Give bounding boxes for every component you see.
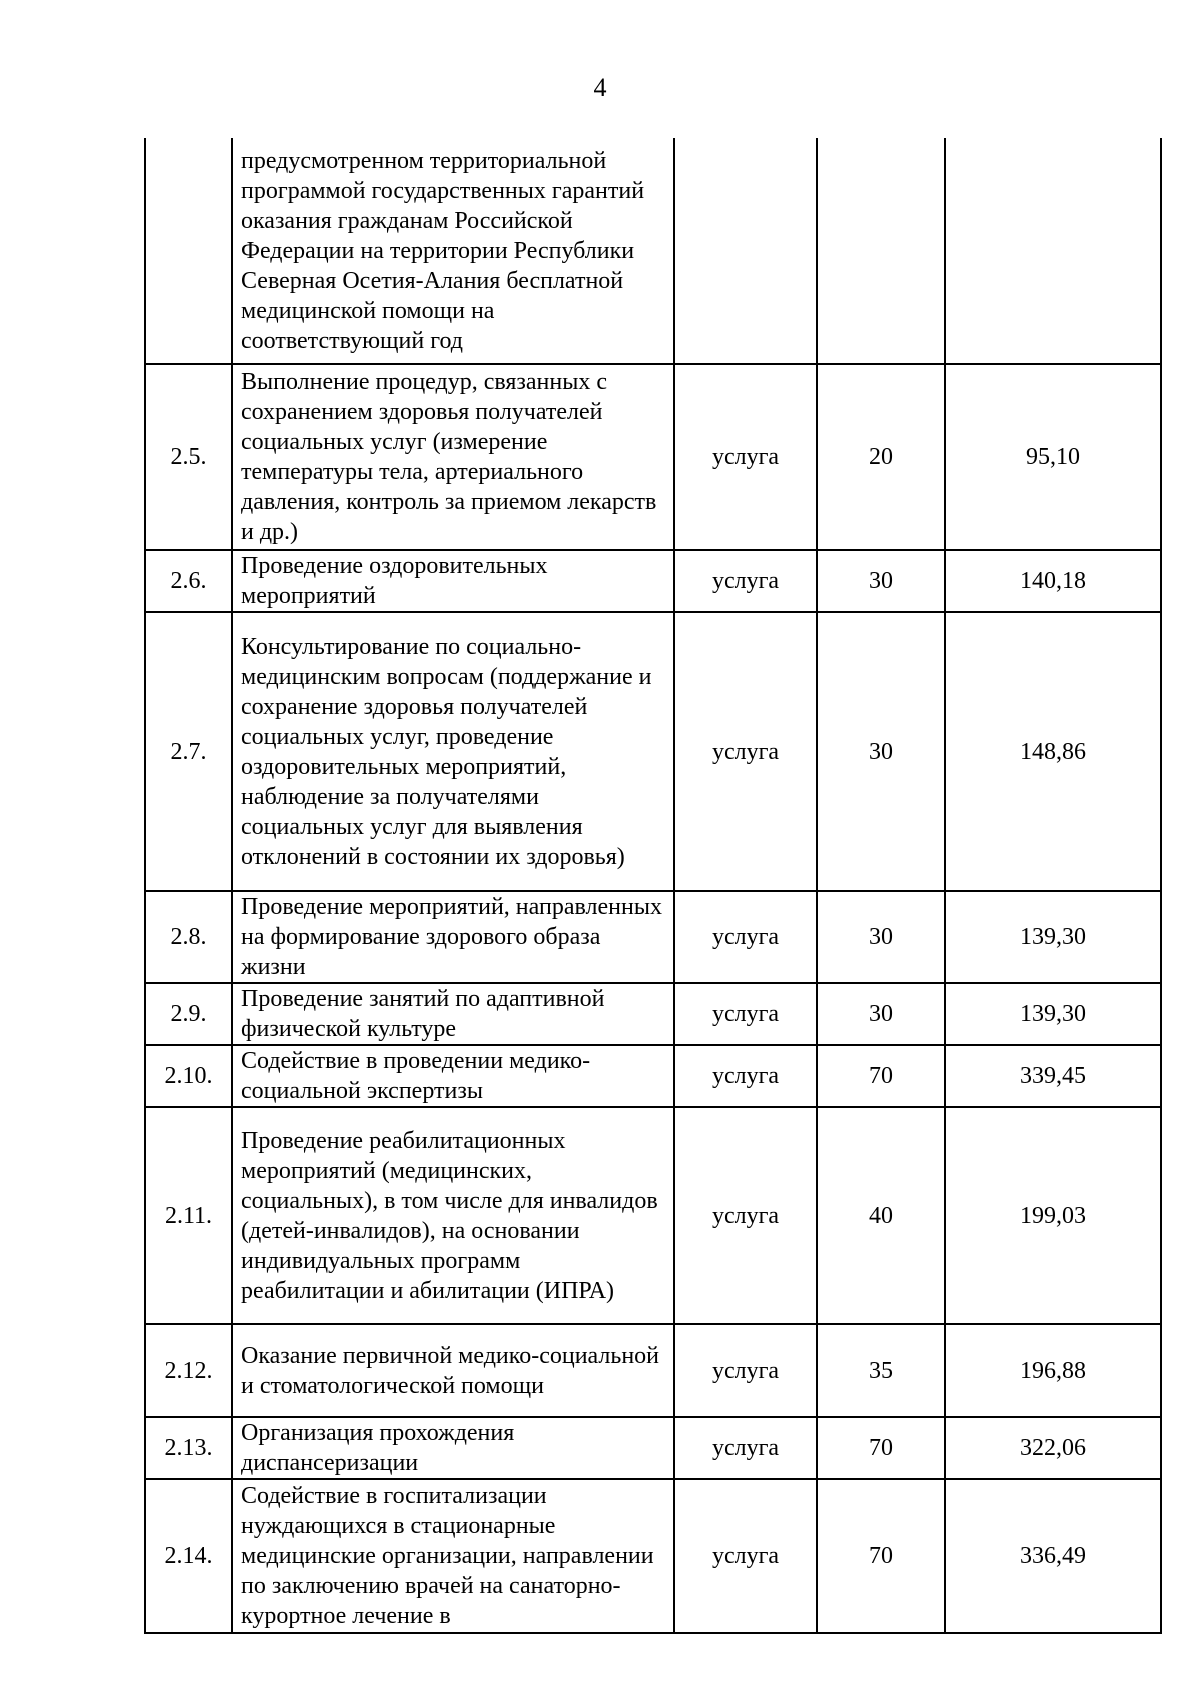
service-unit — [674, 138, 817, 364]
service-name: Проведение реабилитационных мероприятий (медицинских, социальных), в том числе для инвалидов (детей-инвалидов), на основании индивидуальных программ реабилитации и абилитации (ИПРА) — [232, 1107, 674, 1324]
service-name: Оказание первичной медико-социальной и стоматологической помощи — [232, 1324, 674, 1417]
service-time-norm: 40 — [817, 1107, 945, 1324]
row-number: 2.11. — [145, 1107, 232, 1324]
service-unit: услуга — [674, 612, 817, 891]
table-row — [145, 1107, 1161, 1324]
row-number: 2.9. — [145, 983, 232, 1045]
service-time-norm: 30 — [817, 891, 945, 983]
service-time-norm: 70 — [817, 1045, 945, 1107]
service-time-norm: 70 — [817, 1479, 945, 1633]
table-row — [145, 1324, 1161, 1417]
service-name: Проведение мероприятий, направленных на формирование здорового образа жизни — [232, 891, 674, 983]
service-price: 139,30 — [945, 891, 1161, 983]
table-row — [145, 983, 1161, 1045]
service-price: 196,88 — [945, 1324, 1161, 1417]
row-number: 2.7. — [145, 612, 232, 891]
services-table — [144, 138, 1162, 1634]
page-number: 4 — [593, 73, 607, 102]
service-price: 140,18 — [945, 550, 1161, 612]
service-name: Организация прохождения диспансеризации — [232, 1417, 674, 1479]
service-price: 139,30 — [945, 983, 1161, 1045]
row-number: 2.10. — [145, 1045, 232, 1107]
service-unit: услуга — [674, 1045, 817, 1107]
service-time-norm: 70 — [817, 1417, 945, 1479]
service-time-norm: 35 — [817, 1324, 945, 1417]
service-price: 95,10 — [945, 364, 1161, 550]
service-name: Проведение занятий по адаптивной физической культуре — [232, 983, 674, 1045]
service-unit: услуга — [674, 364, 817, 550]
table-row — [145, 891, 1161, 983]
service-time-norm: 30 — [817, 550, 945, 612]
table-row — [145, 1479, 1161, 1633]
service-name: Выполнение процедур, связанных с сохранением здоровья получателей социальных услуг (измерение температуры тела, артериального давления, контроль за приемом лекарств и др.) — [232, 364, 674, 550]
service-time-norm — [817, 138, 945, 364]
row-number — [145, 138, 232, 364]
row-number: 2.8. — [145, 891, 232, 983]
service-name: Консультирование по социально-медицинским вопросам (поддержание и сохранение здоровья получателей социальных услуг, проведение оздоровительных мероприятий, наблюдение за получателями социальных услуг для выявления отклонений в состоянии их здоровья) — [232, 612, 674, 891]
service-time-norm: 30 — [817, 612, 945, 891]
service-unit: услуга — [674, 983, 817, 1045]
service-unit: услуга — [674, 550, 817, 612]
service-unit: услуга — [674, 1417, 817, 1479]
service-time-norm: 30 — [817, 983, 945, 1045]
table-row — [145, 138, 1161, 364]
service-name: Проведение оздоровительных мероприятий — [232, 550, 674, 612]
row-number: 2.14. — [145, 1479, 232, 1633]
service-unit: услуга — [674, 891, 817, 983]
service-name: предусмотренном территориальной программой государственных гарантий оказания гражданам Российской Федерации на территории Республики Северная Осетия-Алания бесплатной медицинской помощи на соответствующий год — [232, 138, 674, 364]
service-price: 336,49 — [945, 1479, 1161, 1633]
row-number: 2.13. — [145, 1417, 232, 1479]
row-number: 2.12. — [145, 1324, 232, 1417]
service-price: 199,03 — [945, 1107, 1161, 1324]
service-name: Содействие в проведении медико-социальной экспертизы — [232, 1045, 674, 1107]
service-price: 148,86 — [945, 612, 1161, 891]
service-unit: услуга — [674, 1107, 817, 1324]
table-row — [145, 1417, 1161, 1479]
service-unit: услуга — [674, 1479, 817, 1633]
service-price: 322,06 — [945, 1417, 1161, 1479]
service-time-norm: 20 — [817, 364, 945, 550]
service-price — [945, 138, 1161, 364]
row-number: 2.6. — [145, 550, 232, 612]
service-unit: услуга — [674, 1324, 817, 1417]
table-row — [145, 364, 1161, 550]
row-number: 2.5. — [145, 364, 232, 550]
table-row — [145, 550, 1161, 612]
table-row — [145, 1045, 1161, 1107]
service-name: Содействие в госпитализации нуждающихся в стационарные медицинские организации, направлении по заключению врачей на санаторно-курортное лечение в — [232, 1479, 674, 1633]
table-row — [145, 612, 1161, 891]
service-price: 339,45 — [945, 1045, 1161, 1107]
